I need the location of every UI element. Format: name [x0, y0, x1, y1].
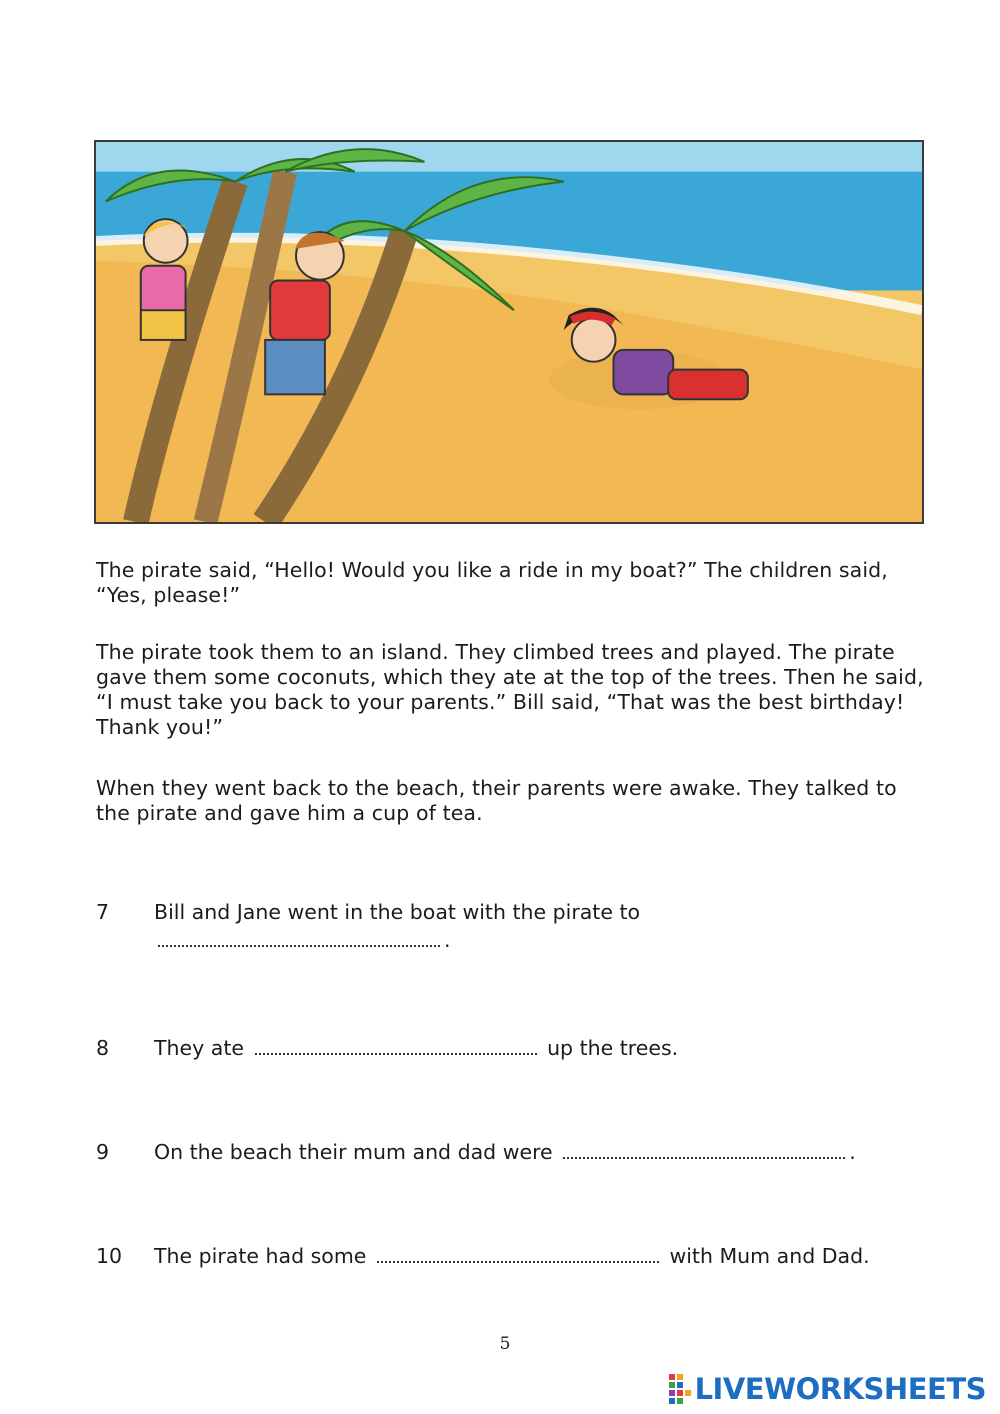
story-illustration — [94, 140, 924, 524]
question-text-end: up the trees. — [547, 1036, 679, 1060]
answer-blank-7[interactable] — [158, 927, 440, 947]
liveworksheets-logo-icon — [669, 1374, 691, 1404]
answer-blank-8[interactable] — [255, 1035, 537, 1055]
brand-watermark — [669, 1372, 986, 1406]
passage-paragraph-1: The pirate said, “Hello! Would you like a ride in my boat?” The children said, “Yes, please!” — [96, 558, 888, 607]
question-text: They ate — [154, 1036, 244, 1060]
question-number: 9 — [96, 1140, 110, 1164]
page-number: 5 — [499, 1334, 511, 1354]
question-text-end: with Mum and Dad. — [669, 1244, 870, 1268]
question-text: On the beach their mum and dad were — [154, 1140, 553, 1164]
question-number: 8 — [96, 1036, 110, 1060]
question-text-end: . — [849, 1140, 856, 1164]
question-text: The pirate had some — [154, 1244, 367, 1268]
question-text-end: . — [444, 928, 451, 952]
question-number: 10 — [96, 1244, 123, 1268]
brand-name: LIVEWORKSHEETS — [694, 1372, 986, 1406]
passage-paragraph-2: The pirate took them to an island. They climbed trees and played. The pirate gave them some coconuts, which they ate at the top of the trees. Then he said, “I must take you back to your parents.” Bill said, “That was the best birthday! Thank you!” — [96, 640, 924, 739]
question-number: 7 — [96, 900, 110, 924]
answer-blank-9[interactable] — [563, 1139, 845, 1159]
answer-blank-10[interactable] — [377, 1243, 659, 1263]
passage-paragraph-3: When they went back to the beach, their parents were awake. They talked to the pirate and gave him a cup of tea. — [96, 776, 897, 825]
beach-scene-image — [96, 142, 922, 522]
question-text: Bill and Jane went in the boat with the pirate to — [154, 900, 641, 924]
